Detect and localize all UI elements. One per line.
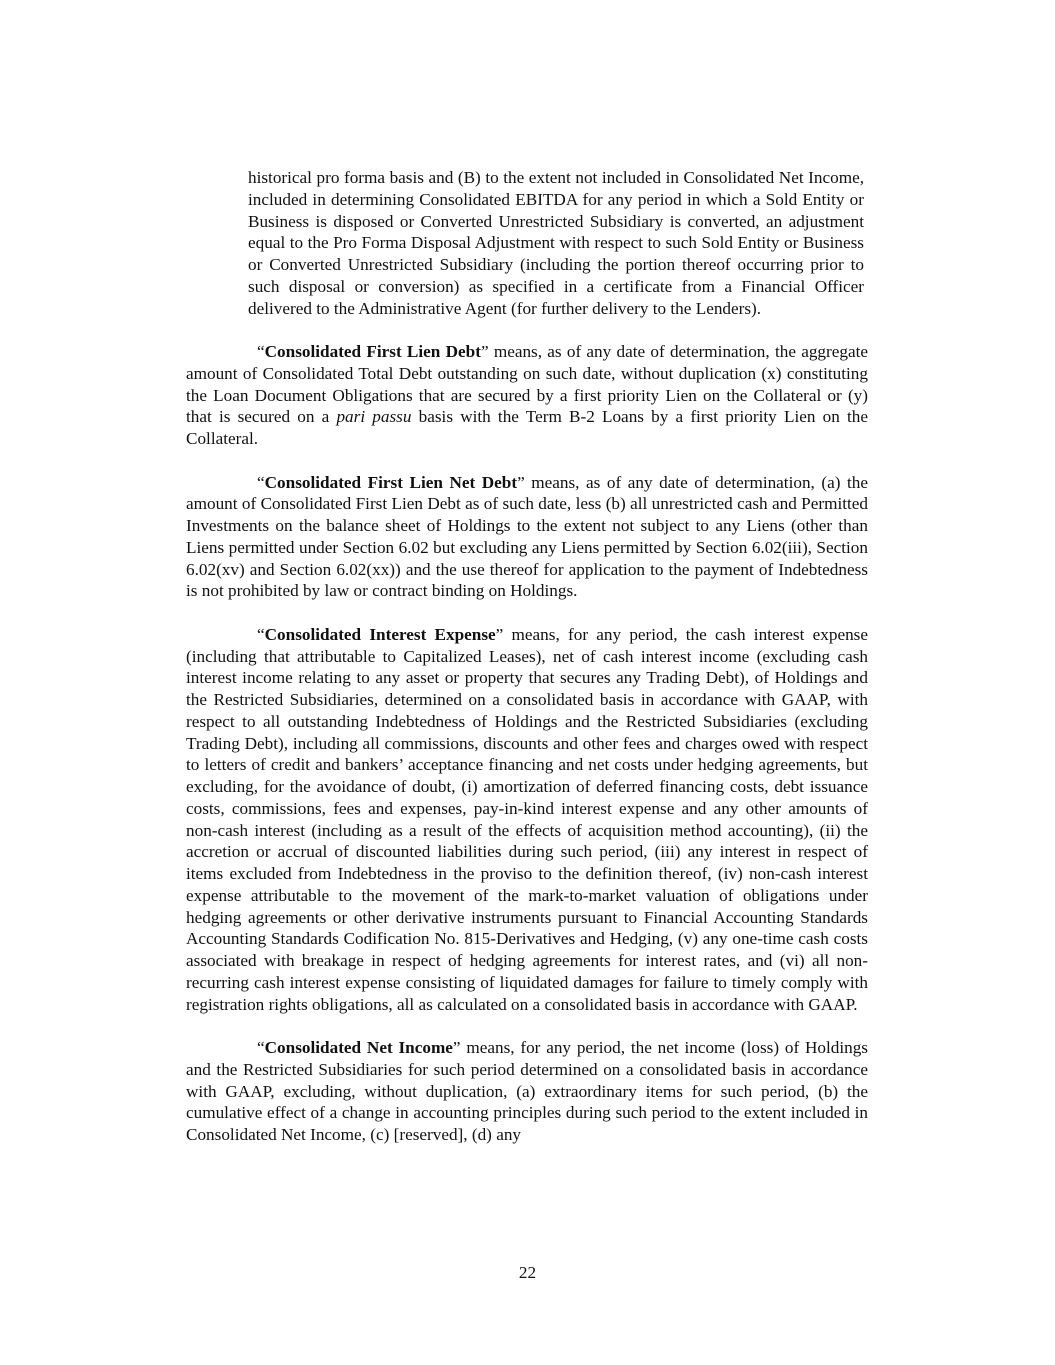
definition-text: means, as of any date of determination, the aggregate amount of Consolidated Total Debt outstanding on such date, without duplication (x) constituting the Loan Document Obligations that are secured by a first priority Lien on the Collateral or (y) that is secured on a xyxy=(186,342,868,427)
open-quote: “ xyxy=(257,342,265,361)
close-quote: ” xyxy=(517,472,525,492)
open-quote: “ xyxy=(257,1038,265,1057)
page-number: 22 xyxy=(518,1263,537,1282)
continuation-paragraph: historical pro forma basis and (B) to the extent not included in Consolidated Net Income, included in determining Consolidated EBITDA for any period in which a Sold Entity or Business is disposed or Converted Unrestricted Subsidiary is converted, an adjustment equal to the Pro Forma Disposal Adjustment with respect to such Sold Entity or Business or Converted Unrestricted Subsidiary (including the portion thereof occurring prior to such disposal or conversion) as specified in a certificate from a Financial Officer delivered to the Administrative Agent (for further delivery to the Lenders). xyxy=(248,168,864,318)
definition-text: means, as of any date of determination, (a) the amount of Consolidated First Lien Debt as of such date, less (b) all unrestricted cash and Permitted Investments on the balance sheet of Holdings to the extent not subject to any Liens (other than Liens permitted under Section 6.02 but excluding any Liens permitted by Section 6.02(iii), Section 6.02(xv) and Section 6.02(xx)) and the use thereof for application to the payment of Indebtedness is not prohibited by law or contract binding on Holdings. xyxy=(186,472,868,601)
close-quote: ” xyxy=(452,1038,461,1057)
defined-term: Consolidated First Lien Net Debt xyxy=(264,472,518,492)
close-quote: ” xyxy=(480,342,489,361)
definition-text: means, for any period, the cash interest expense (including that attributable to Capitalized Leases), net of cash interest income (excluding cash interest income relating to any asset or property that secures any Trading Debt), of Holdings and the Restricted Subsidiaries, determined on a consolidated basis in accordance with GAAP, with respect to all outstanding Indebtedness of Holdings and the Restricted Subsidiaries (excluding Trading Debt), including all commissions, discounts and other fees and charges owed with respect to letters of credit and bankers’ acceptance financing and net costs under hedging agreements, but excluding, for the avoidance of doubt, (i) amortization of deferred financing costs, debt issuance costs, commissions, fees and expenses, pay-in-kind interest expense and any other amounts of non-cash interest (including as a result of the effects of acquisition method accounting), (ii) the accretion or accrual of discounted liabilities during such period, (iii) any interest in respect of items excluded from Indebtedness in the proviso to the definition thereof, (iv) non-cash interest expense attributable to the movement of the mark-to-market valuation of obligations under hedging agreements or other derivative instruments pursuant to Financial Accounting Standards Accounting Standards Codification No. 815-Derivatives and Hedging, (v) any one-time cash costs associated with breakage in respect of hedging agreements for interest rates, and (vi) all non-recurring cash interest expense consisting of liquidated damages for failure to timely comply with registration rights obligations, all as calculated on a consolidated basis in accordance with GAAP. xyxy=(186,624,868,1014)
definition-consolidated-first-lien-net-debt xyxy=(186,472,868,603)
defined-term: Consolidated Interest Expense xyxy=(264,624,496,644)
close-quote: ” xyxy=(495,624,504,644)
definition-text: means, for any period, the net income (loss) of Holdings and the Restricted Subsidiaries for such period determined on a consolidated basis in accordance with GAAP, excluding, without duplication, (a) extraordinary items for such period, (b) the cumulative effect of a change in accounting principles during such period to the extent included in Consolidated Net Income, (c) [reserved], (d) any xyxy=(186,1038,868,1144)
definition-consolidated-net-income xyxy=(186,1037,868,1146)
definition-consolidated-interest-expense xyxy=(186,624,868,1016)
defined-term: Consolidated First Lien Debt xyxy=(264,342,481,361)
open-quote: “ xyxy=(257,472,265,492)
open-quote: “ xyxy=(257,624,265,644)
document-page xyxy=(186,167,868,1168)
definition-consolidated-first-lien-debt xyxy=(186,341,868,450)
defined-term: Consolidated Net Income xyxy=(264,1038,453,1057)
italic-phrase: pari passu xyxy=(336,407,412,427)
definition-text-continued: basis with the Term B-2 Loans by a first priority Lien on the Collateral. xyxy=(186,407,868,448)
